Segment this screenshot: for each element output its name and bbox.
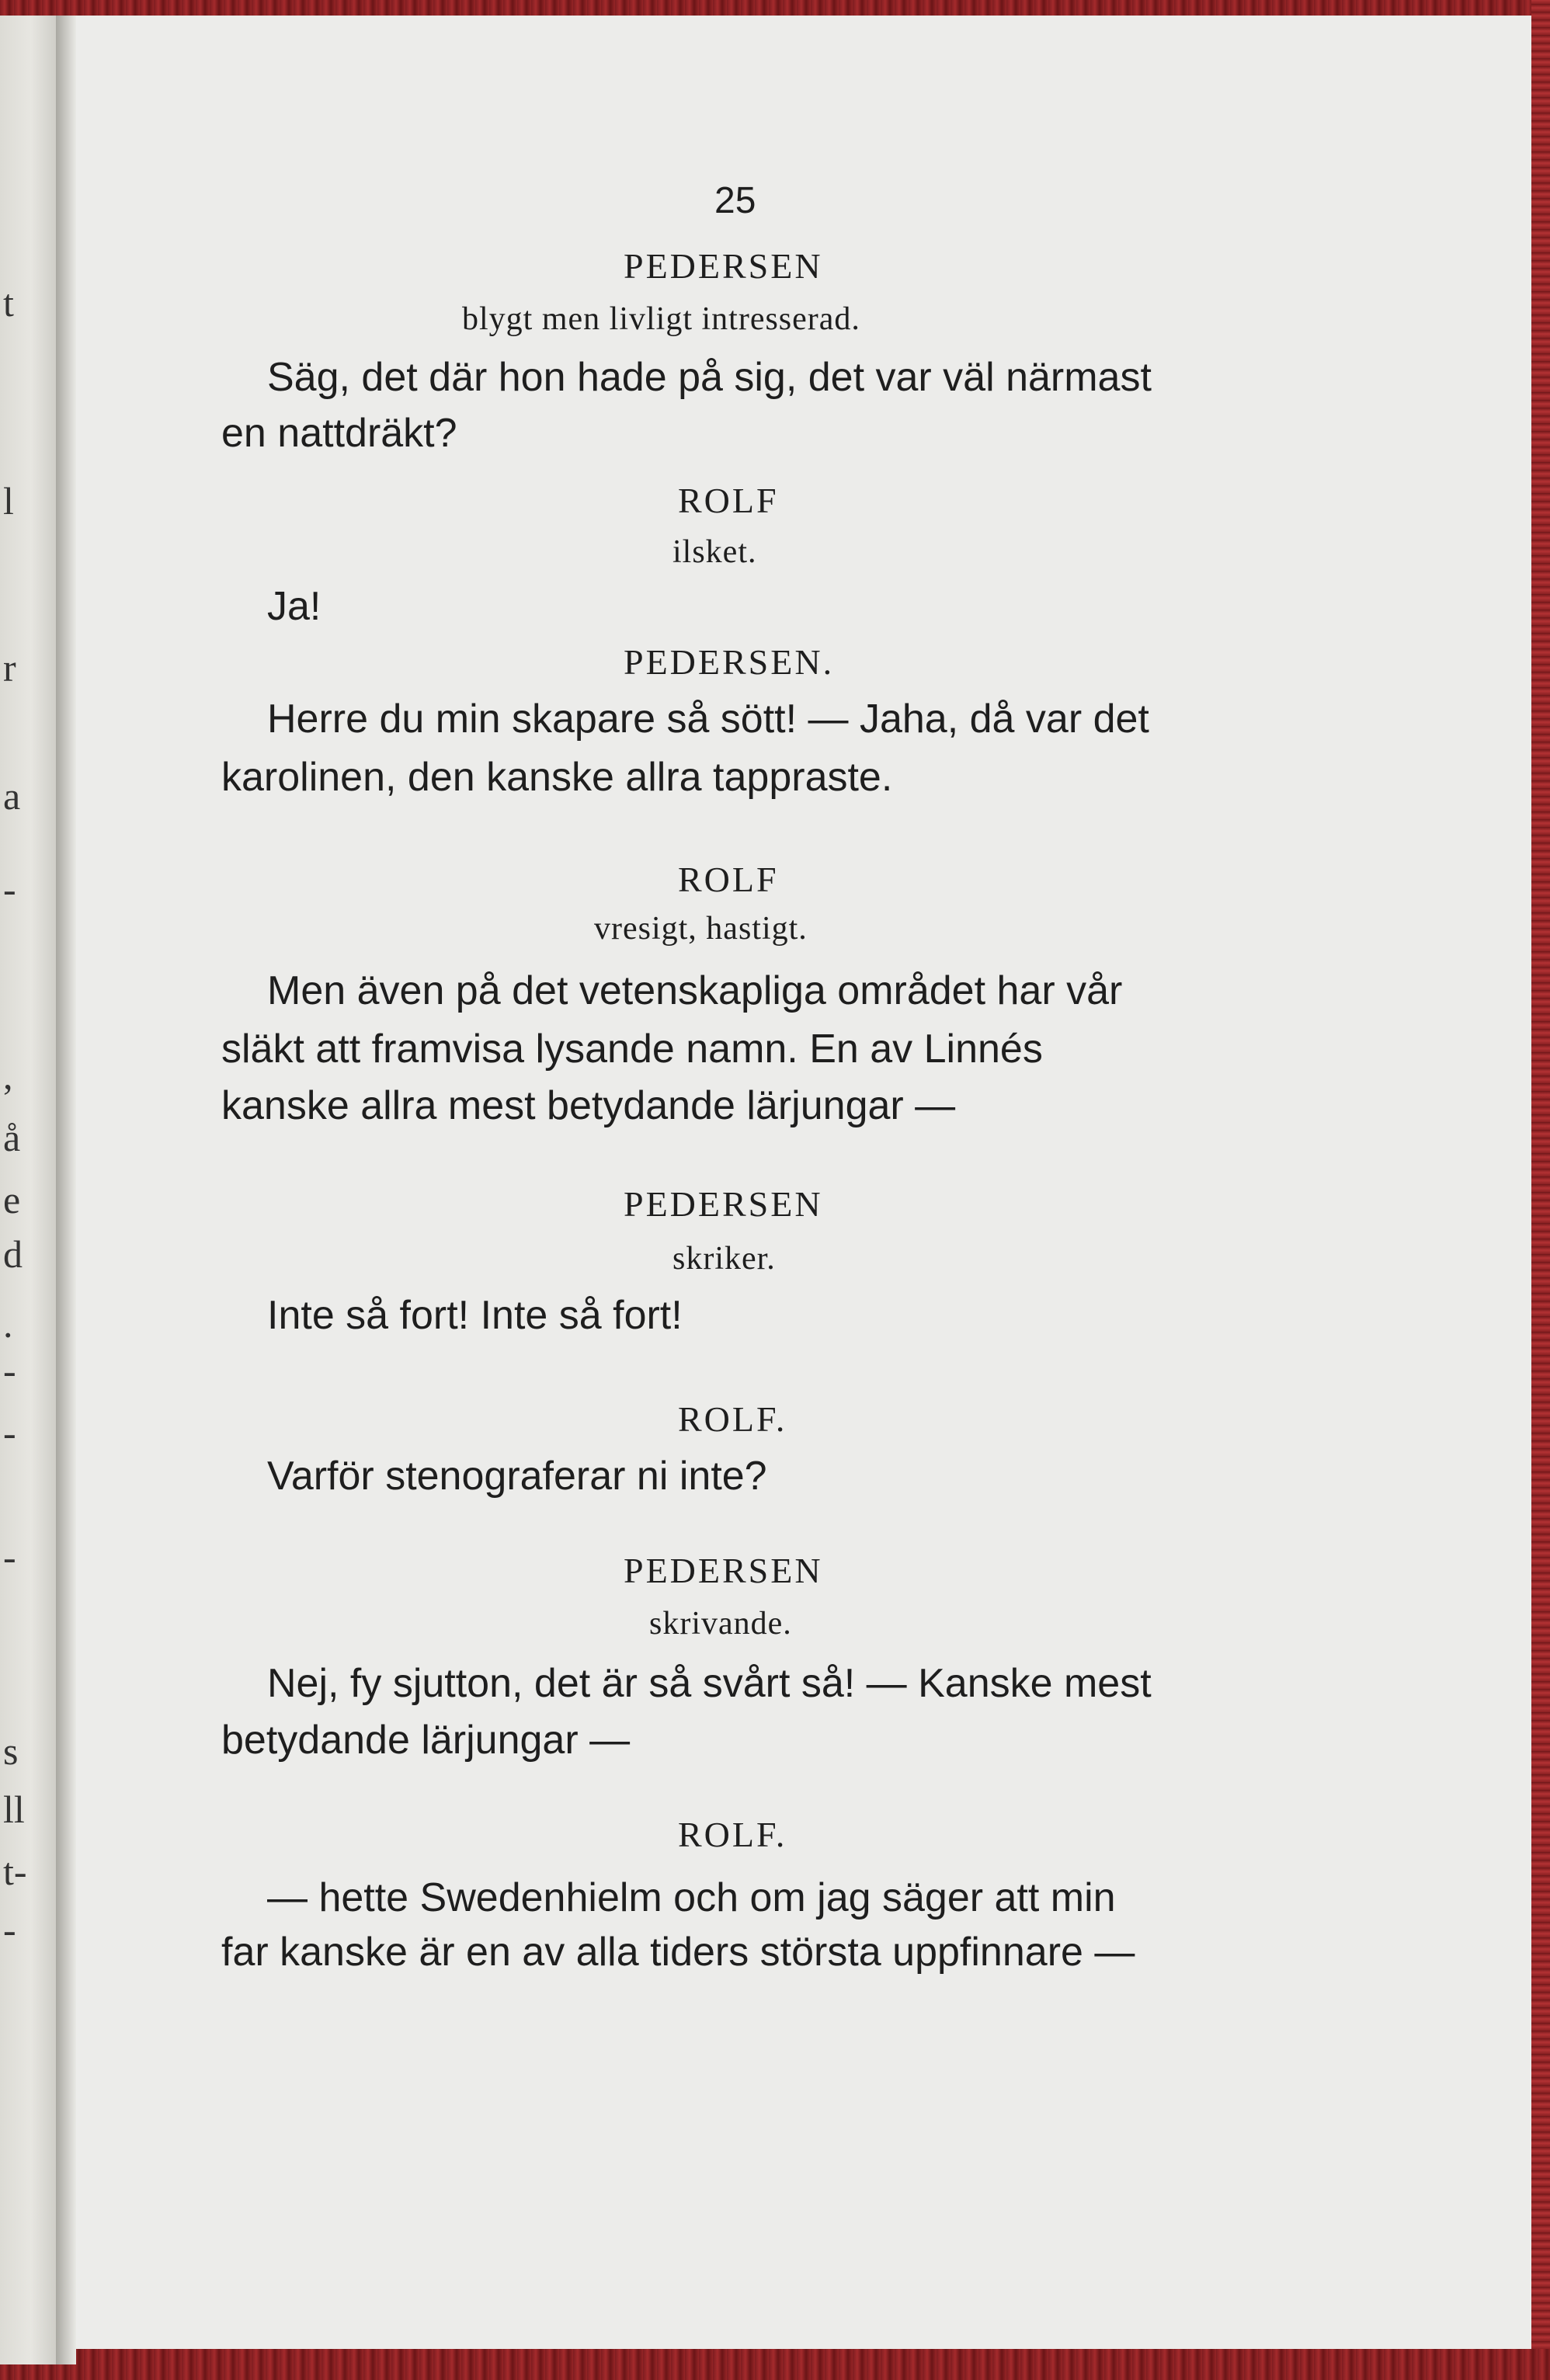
dialogue-line: Ja! (267, 584, 321, 629)
facing-page-fragment: - (3, 1349, 16, 1392)
dialogue-line: Nej, fy sjutton, det är så svårt så! — Kanske mest (267, 1661, 1152, 1706)
dialogue-line: Säg, det där hon hade på sig, det var väl närmast (267, 355, 1152, 400)
stage-direction: skriker. (672, 1241, 776, 1277)
stage-direction: skrivande. (649, 1606, 792, 1642)
dialogue-line: Men även på det vetenskapliga området har vår (267, 968, 1123, 1013)
book-gutter (56, 16, 76, 2364)
facing-page-fragment: , (3, 1054, 13, 1097)
dialogue-line: — hette Swedenhielm och om jag säger att min (267, 1875, 1116, 1920)
book-cover-bottom-edge (0, 2349, 1550, 2380)
stage-direction: ilsket. (672, 534, 757, 570)
facing-page-fragment: - (3, 1908, 16, 1951)
speaker-name: PEDERSEN (624, 246, 823, 286)
facing-page-edge (0, 16, 56, 2364)
facing-page-fragment: e (3, 1178, 21, 1221)
facing-page-fragment: t (3, 281, 14, 325)
facing-page-fragment: ll (3, 1788, 25, 1831)
dialogue-line: Inte så fort! Inte så fort! (267, 1293, 683, 1338)
facing-page-fragment: a (3, 774, 21, 818)
facing-page-fragment: s (3, 1729, 19, 1773)
dialogue-line: Varför stenograferar ni inte? (267, 1454, 767, 1499)
facing-page-fragment: - (3, 1411, 16, 1454)
facing-page-fragment: t- (3, 1850, 27, 1893)
page-number: 25 (714, 180, 756, 221)
facing-page-fragment: r (3, 646, 16, 690)
dialogue-line: far kanske är en av alla tiders största uppfinnare — (221, 1930, 1135, 1975)
speaker-name: ROLF. (678, 1815, 787, 1854)
dialogue-line: Herre du min skapare så sött! — Jaha, då var det (267, 697, 1149, 742)
facing-page-fragment: . (3, 1302, 13, 1346)
speaker-name: ROLF (678, 860, 779, 899)
speaker-name: PEDERSEN (624, 1184, 823, 1224)
facing-page-fragment: - (3, 867, 16, 911)
dialogue-line: kanske allra mest betydande lärjungar — (221, 1083, 956, 1128)
speaker-name: ROLF (678, 481, 779, 520)
facing-page-fragment: å (3, 1116, 21, 1159)
speaker-name: ROLF. (678, 1399, 787, 1439)
stage-direction: blygt men livligt intresserad. (462, 301, 860, 337)
speaker-name: PEDERSEN. (624, 642, 835, 682)
stage-direction: vresigt, hastigt. (594, 911, 808, 947)
facing-page-fragment: - (3, 1535, 16, 1579)
book-cover-right-edge (1531, 0, 1550, 2380)
facing-page-fragment: d (3, 1232, 23, 1276)
dialogue-line: karolinen, den kanske allra tappraste. (221, 755, 893, 800)
facing-page-fragment: l (3, 479, 14, 523)
dialogue-line: en nattdräkt? (221, 411, 457, 456)
dialogue-line: släkt att framvisa lysande namn. En av Linnés (221, 1027, 1043, 1072)
dialogue-line: betydande lärjungar — (221, 1718, 631, 1763)
speaker-name: PEDERSEN (624, 1551, 823, 1590)
